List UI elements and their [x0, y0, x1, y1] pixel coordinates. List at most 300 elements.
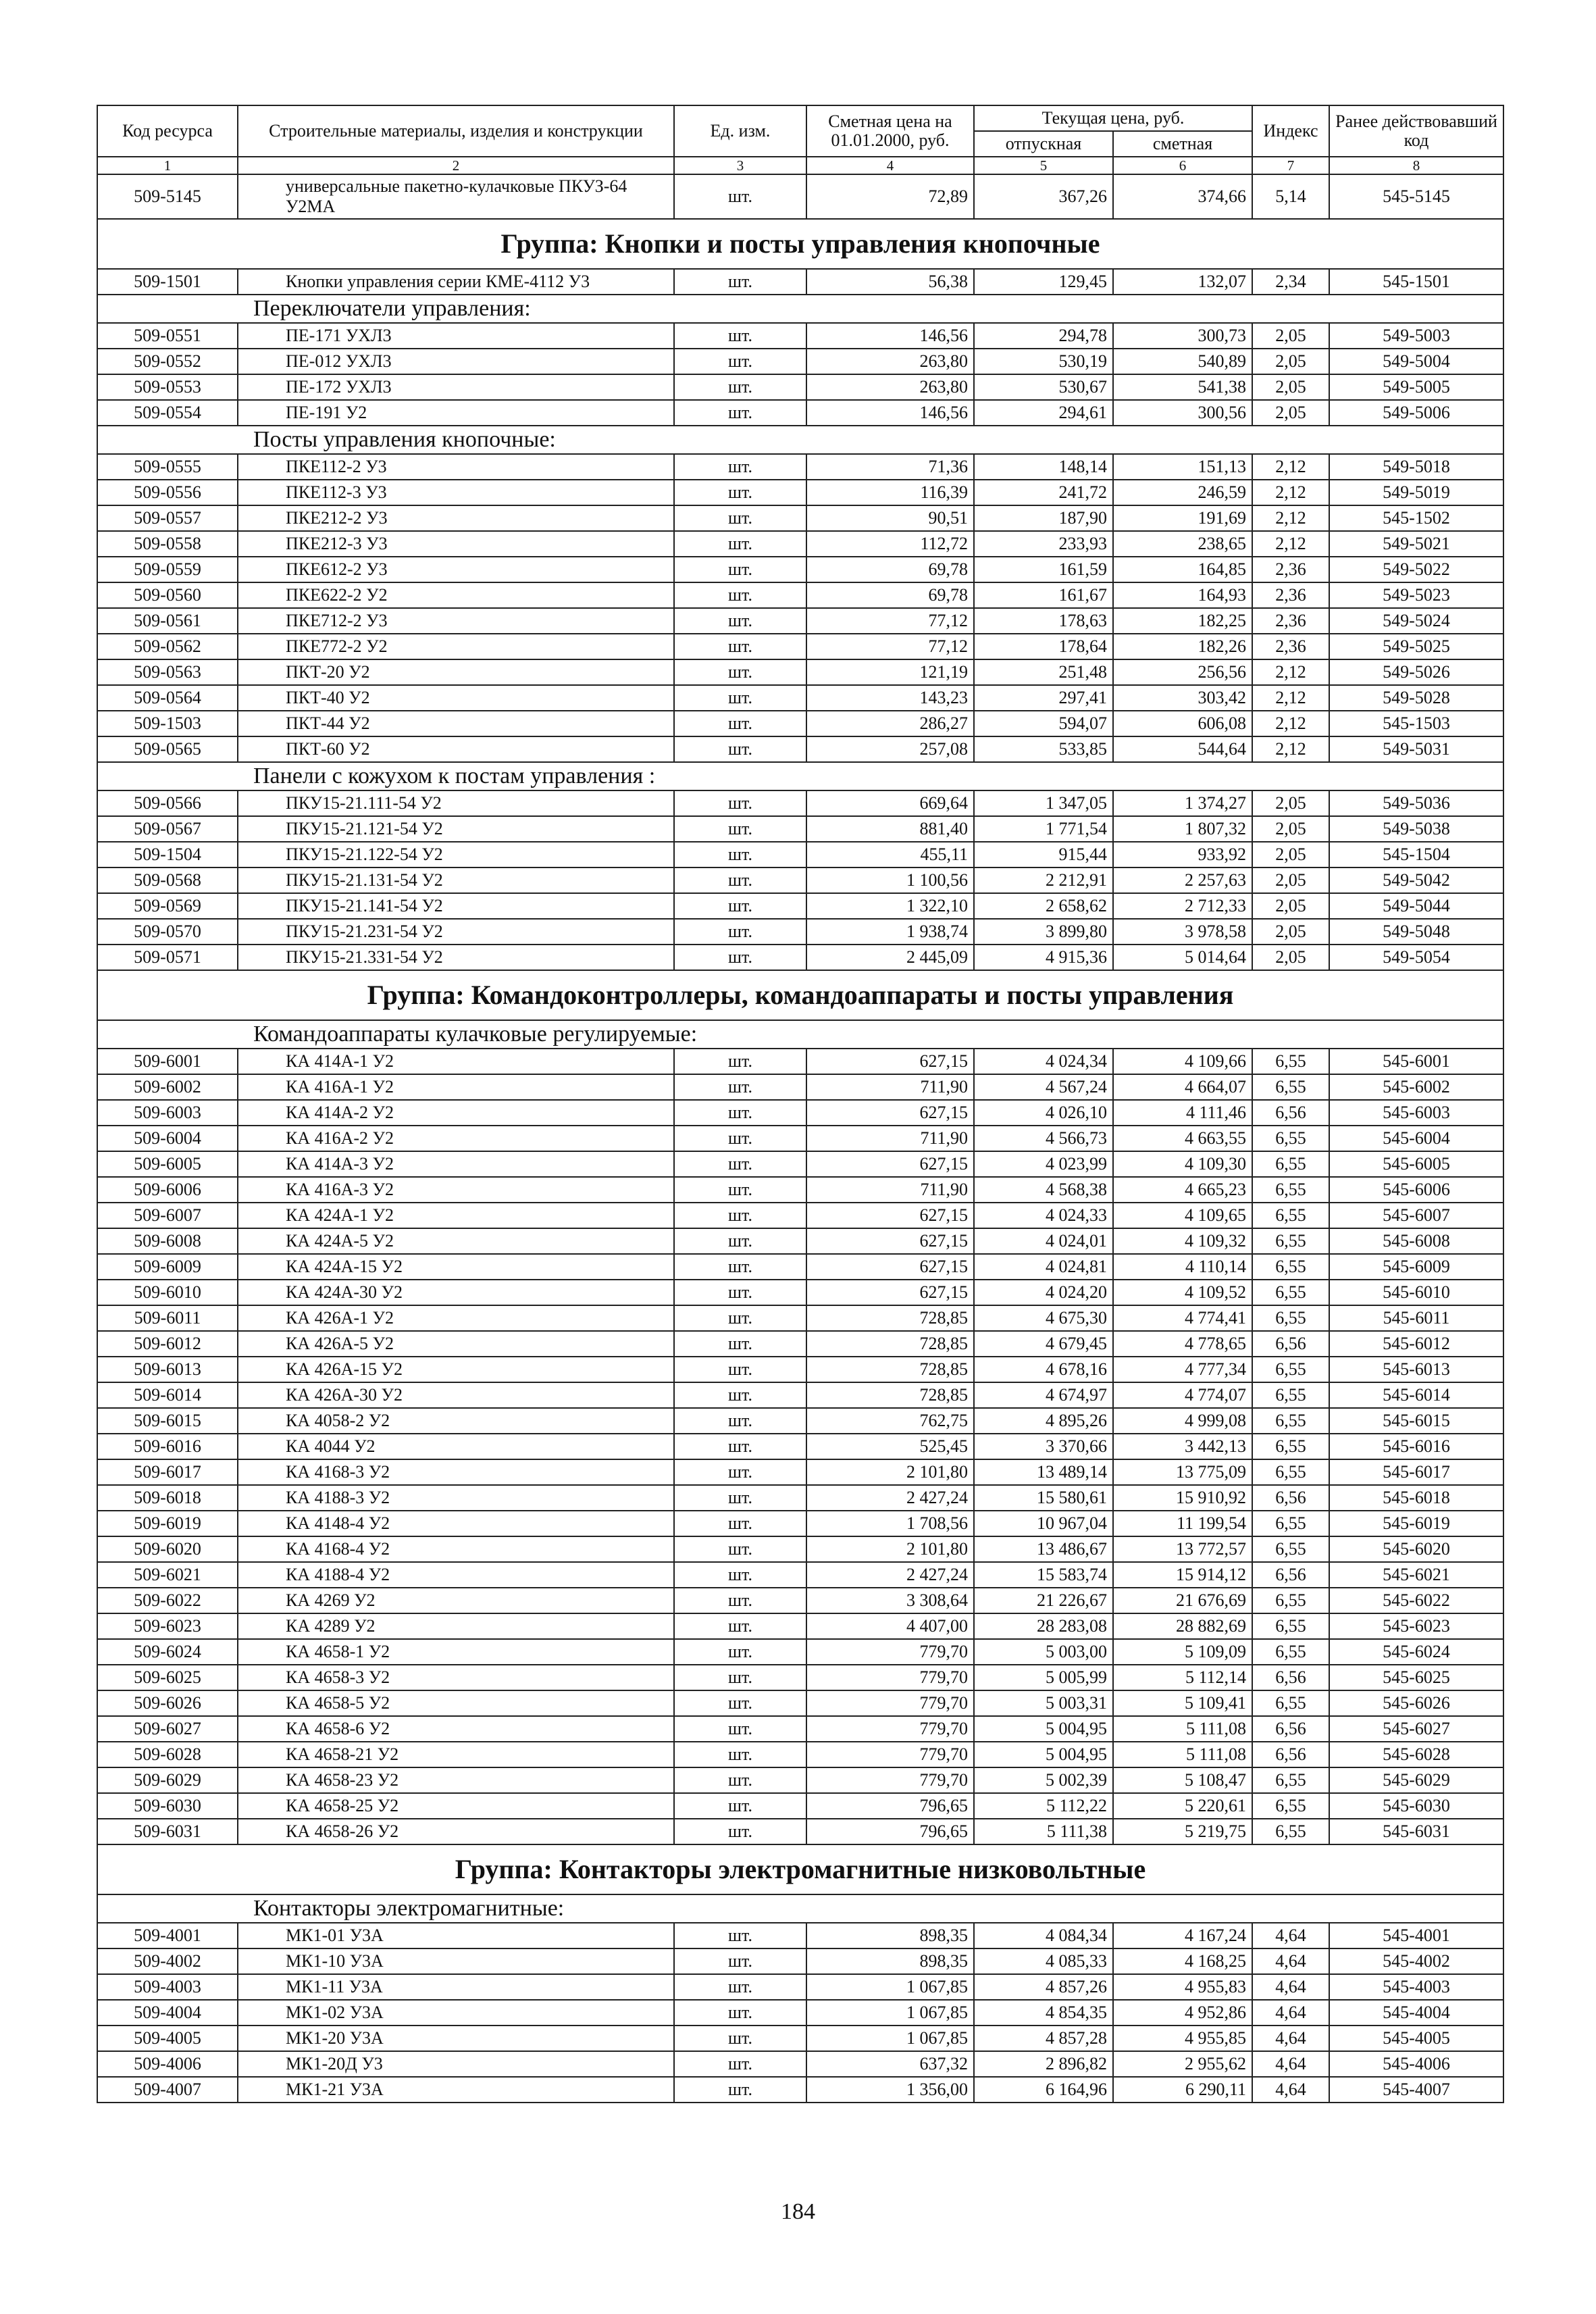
material-name-cell: КА 4168-3 У2 [238, 1459, 674, 1485]
subgroup-heading: Панели с кожухом к постам управления : [97, 762, 1503, 790]
resource-code-cell: 509-0568 [97, 867, 238, 893]
subgroup-heading-row [97, 1020, 1503, 1049]
base-price-cell: 779,70 [806, 1767, 974, 1793]
unit-cell: шт. [674, 1382, 806, 1408]
index-cell: 6,55 [1252, 1382, 1329, 1408]
material-name-cell: КА 4188-4 У2 [238, 1562, 674, 1588]
index-cell: 6,56 [1252, 1665, 1329, 1690]
table-row [97, 557, 1503, 582]
index-cell: 2,12 [1252, 659, 1329, 685]
release-price-cell: 4 084,34 [974, 1923, 1113, 1948]
old-code-cell: 545-1504 [1329, 842, 1503, 867]
estimate-price-cell: 5 220,61 [1113, 1793, 1252, 1819]
unit-cell: шт. [674, 2026, 806, 2051]
estimate-price-cell: 4 665,23 [1113, 1177, 1252, 1203]
index-cell: 2,12 [1252, 711, 1329, 736]
release-price-cell: 4 024,81 [974, 1254, 1113, 1280]
header-code: Код ресурса [97, 105, 238, 157]
resource-code-cell: 509-0567 [97, 816, 238, 842]
unit-cell: шт. [674, 1459, 806, 1485]
release-price-cell: 530,67 [974, 374, 1113, 400]
release-price-cell: 367,26 [974, 174, 1113, 219]
index-cell: 2,12 [1252, 531, 1329, 557]
resource-code-cell: 509-1504 [97, 842, 238, 867]
resource-code-cell: 509-6026 [97, 1690, 238, 1716]
material-name-cell: ПКУ15-21.122-54 У2 [238, 842, 674, 867]
release-price-cell: 4 857,28 [974, 2026, 1113, 2051]
unit-cell: шт. [674, 1331, 806, 1357]
old-code-cell: 549-5004 [1329, 349, 1503, 374]
unit-cell: шт. [674, 400, 806, 426]
table-row [97, 1357, 1503, 1382]
subgroup-heading-row [97, 426, 1503, 454]
resource-code-cell: 509-0552 [97, 349, 238, 374]
old-code-cell: 549-5005 [1329, 374, 1503, 400]
resource-code-cell: 509-6020 [97, 1536, 238, 1562]
resource-code-cell: 509-6003 [97, 1100, 238, 1126]
release-price-cell: 4 024,34 [974, 1049, 1113, 1074]
table-row [97, 1588, 1503, 1613]
group-heading: Группа: Кнопки и посты управления кнопочные [97, 219, 1503, 269]
index-cell: 6,55 [1252, 1793, 1329, 1819]
estimate-price-cell: 4 999,08 [1113, 1408, 1252, 1434]
old-code-cell: 549-5018 [1329, 454, 1503, 480]
subgroup-heading: Посты управления кнопочные: [97, 426, 1503, 454]
base-price-cell: 711,90 [806, 1074, 974, 1100]
subgroup-heading-row [97, 295, 1503, 323]
unit-cell: шт. [674, 919, 806, 945]
index-cell: 6,55 [1252, 1049, 1329, 1074]
base-price-cell: 728,85 [806, 1357, 974, 1382]
unit-cell: шт. [674, 1074, 806, 1100]
estimate-price-cell: 15 910,92 [1113, 1485, 1252, 1511]
index-cell: 6,55 [1252, 1588, 1329, 1613]
material-name-cell: ПКТ-40 У2 [238, 685, 674, 711]
release-price-cell: 294,78 [974, 323, 1113, 349]
material-name-cell: МК1-02 У3А [238, 2000, 674, 2026]
resource-code-cell: 509-6002 [97, 1074, 238, 1100]
material-name-cell: КА 424А-1 У2 [238, 1203, 674, 1228]
table-row [97, 659, 1503, 685]
column-number: 3 [674, 157, 806, 174]
estimate-price-cell: 256,56 [1113, 659, 1252, 685]
estimate-price-cell: 4 663,55 [1113, 1126, 1252, 1151]
unit-cell: шт. [674, 1254, 806, 1280]
base-price-cell: 263,80 [806, 374, 974, 400]
resource-code-cell: 509-1503 [97, 711, 238, 736]
old-code-cell: 549-5054 [1329, 945, 1503, 970]
unit-cell: шт. [674, 1100, 806, 1126]
estimate-price-cell: 606,08 [1113, 711, 1252, 736]
base-price-cell: 3 308,64 [806, 1588, 974, 1613]
estimate-price-cell: 4 109,32 [1113, 1228, 1252, 1254]
index-cell: 2,05 [1252, 816, 1329, 842]
header-name: Строительные материалы, изделия и конструкции [238, 105, 674, 157]
unit-cell: шт. [674, 945, 806, 970]
old-code-cell: 549-5044 [1329, 893, 1503, 919]
release-price-cell: 297,41 [974, 685, 1113, 711]
group-heading-row [97, 1844, 1503, 1894]
release-price-cell: 4 678,16 [974, 1357, 1113, 1382]
release-price-cell: 241,72 [974, 480, 1113, 505]
estimate-price-cell: 5 111,08 [1113, 1716, 1252, 1742]
resource-code-cell: 509-0559 [97, 557, 238, 582]
base-price-cell: 779,70 [806, 1716, 974, 1742]
index-cell: 2,12 [1252, 685, 1329, 711]
base-price-cell: 455,11 [806, 842, 974, 867]
old-code-cell: 549-5023 [1329, 582, 1503, 608]
material-name-cell: КА 414А-2 У2 [238, 1100, 674, 1126]
table-row [97, 400, 1503, 426]
resource-code-cell: 509-0557 [97, 505, 238, 531]
estimate-price-cell: 164,85 [1113, 557, 1252, 582]
estimate-price-cell: 544,64 [1113, 736, 1252, 762]
base-price-cell: 56,38 [806, 269, 974, 295]
index-cell: 6,55 [1252, 1690, 1329, 1716]
material-name-cell: ПКТ-20 У2 [238, 659, 674, 685]
estimate-price-cell: 374,66 [1113, 174, 1252, 219]
table-row [97, 531, 1503, 557]
index-cell: 6,55 [1252, 1511, 1329, 1536]
index-cell: 6,55 [1252, 1819, 1329, 1844]
index-cell: 4,64 [1252, 1974, 1329, 2000]
table-row [97, 1305, 1503, 1331]
header-base-price: Сметная цена на 01.01.2000, руб. [806, 105, 974, 157]
base-price-cell: 627,15 [806, 1254, 974, 1280]
base-price-cell: 1 067,85 [806, 1974, 974, 2000]
release-price-cell: 4 024,20 [974, 1280, 1113, 1305]
resource-code-cell: 509-4003 [97, 1974, 238, 2000]
subgroup-heading: Командоаппараты кулачковые регулируемые: [97, 1020, 1503, 1049]
estimate-price-cell: 2 712,33 [1113, 893, 1252, 919]
estimate-price-cell: 182,25 [1113, 608, 1252, 634]
resource-code-cell: 509-6013 [97, 1357, 238, 1382]
estimate-price-cell: 4 109,30 [1113, 1151, 1252, 1177]
material-name-cell: КА 416А-1 У2 [238, 1074, 674, 1100]
table-row [97, 1639, 1503, 1665]
old-code-cell: 549-5038 [1329, 816, 1503, 842]
material-name-cell: КА 4148-4 У2 [238, 1511, 674, 1536]
material-name-cell: КА 4658-23 У2 [238, 1767, 674, 1793]
base-price-cell: 263,80 [806, 349, 974, 374]
group-heading: Группа: Контакторы электромагнитные низковольтные [97, 1844, 1503, 1894]
resource-code-cell: 509-6014 [97, 1382, 238, 1408]
column-number: 4 [806, 157, 974, 174]
table-row [97, 893, 1503, 919]
table-row [97, 1254, 1503, 1280]
column-number: 8 [1329, 157, 1503, 174]
estimate-price-cell: 2 955,62 [1113, 2051, 1252, 2077]
release-price-cell: 915,44 [974, 842, 1113, 867]
resource-code-cell: 509-6019 [97, 1511, 238, 1536]
unit-cell: шт. [674, 1562, 806, 1588]
price-table [97, 105, 1504, 2103]
base-price-cell: 796,65 [806, 1793, 974, 1819]
resource-code-cell: 509-6030 [97, 1793, 238, 1819]
table-row [97, 1408, 1503, 1434]
resource-code-cell: 509-6001 [97, 1049, 238, 1074]
material-name-cell: КА 4269 У2 [238, 1588, 674, 1613]
estimate-price-cell: 5 219,75 [1113, 1819, 1252, 1844]
release-price-cell: 4 023,99 [974, 1151, 1113, 1177]
resource-code-cell: 509-6018 [97, 1485, 238, 1511]
base-price-cell: 121,19 [806, 659, 974, 685]
base-price-cell: 71,36 [806, 454, 974, 480]
base-price-cell: 116,39 [806, 480, 974, 505]
release-price-cell: 2 896,82 [974, 2051, 1113, 2077]
release-price-cell: 1 771,54 [974, 816, 1113, 842]
material-name-cell: КА 4058-2 У2 [238, 1408, 674, 1434]
unit-cell: шт. [674, 174, 806, 219]
material-name-cell: КА 4658-3 У2 [238, 1665, 674, 1690]
old-code-cell: 545-6028 [1329, 1742, 1503, 1767]
unit-cell: шт. [674, 1203, 806, 1228]
estimate-price-cell: 4 168,25 [1113, 1948, 1252, 1974]
index-cell: 6,55 [1252, 1126, 1329, 1151]
old-code-cell: 545-6029 [1329, 1767, 1503, 1793]
resource-code-cell: 509-6017 [97, 1459, 238, 1485]
estimate-price-cell: 164,93 [1113, 582, 1252, 608]
table-row [97, 1690, 1503, 1716]
resource-code-cell: 509-6029 [97, 1767, 238, 1793]
release-price-cell: 3 899,80 [974, 919, 1113, 945]
old-code-cell: 545-1503 [1329, 711, 1503, 736]
table-row [97, 1049, 1503, 1074]
unit-cell: шт. [674, 736, 806, 762]
resource-code-cell: 509-6011 [97, 1305, 238, 1331]
group-heading-row [97, 219, 1503, 269]
release-price-cell: 148,14 [974, 454, 1113, 480]
unit-cell: шт. [674, 1357, 806, 1382]
estimate-price-cell: 4 774,41 [1113, 1305, 1252, 1331]
material-name-cell: КА 426А-5 У2 [238, 1331, 674, 1357]
base-price-cell: 627,15 [806, 1203, 974, 1228]
estimate-price-cell: 5 108,47 [1113, 1767, 1252, 1793]
estimate-price-cell: 182,26 [1113, 634, 1252, 659]
table-row [97, 1151, 1503, 1177]
old-code-cell: 549-5031 [1329, 736, 1503, 762]
estimate-price-cell: 132,07 [1113, 269, 1252, 295]
estimate-price-cell: 5 109,09 [1113, 1639, 1252, 1665]
table-row [97, 1331, 1503, 1357]
release-price-cell: 594,07 [974, 711, 1113, 736]
table-row [97, 736, 1503, 762]
estimate-price-cell: 3 978,58 [1113, 919, 1252, 945]
resource-code-cell: 509-0554 [97, 400, 238, 426]
material-name-cell: Кнопки управления серии КМЕ-4112 У3 [238, 269, 674, 295]
resource-code-cell: 509-6004 [97, 1126, 238, 1151]
old-code-cell: 545-6001 [1329, 1049, 1503, 1074]
estimate-price-cell: 4 111,46 [1113, 1100, 1252, 1126]
base-price-cell: 77,12 [806, 608, 974, 634]
resource-code-cell: 509-6010 [97, 1280, 238, 1305]
group-heading-row [97, 970, 1503, 1020]
estimate-price-cell: 2 257,63 [1113, 867, 1252, 893]
table-row [97, 1100, 1503, 1126]
estimate-price-cell: 4 109,52 [1113, 1280, 1252, 1305]
table-row [97, 454, 1503, 480]
release-price-cell: 10 967,04 [974, 1511, 1113, 1536]
resource-code-cell: 509-6006 [97, 1177, 238, 1203]
material-name-cell: КА 4658-21 У2 [238, 1742, 674, 1767]
base-price-cell: 1 322,10 [806, 893, 974, 919]
old-code-cell: 545-6003 [1329, 1100, 1503, 1126]
old-code-cell: 545-6007 [1329, 1203, 1503, 1228]
old-code-cell: 545-6027 [1329, 1716, 1503, 1742]
base-price-cell: 1 708,56 [806, 1511, 974, 1536]
table-row [97, 480, 1503, 505]
estimate-price-cell: 5 111,08 [1113, 1742, 1252, 1767]
base-price-cell: 779,70 [806, 1665, 974, 1690]
material-name-cell: ПКУ15-21.131-54 У2 [238, 867, 674, 893]
table-row [97, 174, 1503, 219]
index-cell: 6,56 [1252, 1716, 1329, 1742]
resource-code-cell: 509-6009 [97, 1254, 238, 1280]
old-code-cell: 545-4007 [1329, 2077, 1503, 2103]
release-price-cell: 178,64 [974, 634, 1113, 659]
unit-cell: шт. [674, 1665, 806, 1690]
table-row [97, 1767, 1503, 1793]
estimate-price-cell: 1 807,32 [1113, 816, 1252, 842]
base-price-cell: 728,85 [806, 1305, 974, 1331]
old-code-cell: 545-6030 [1329, 1793, 1503, 1819]
table-row [97, 1716, 1503, 1742]
estimate-price-cell: 4 774,07 [1113, 1382, 1252, 1408]
index-cell: 4,64 [1252, 2051, 1329, 2077]
old-code-cell: 549-5024 [1329, 608, 1503, 634]
table-row [97, 945, 1503, 970]
table-row [97, 1948, 1503, 1974]
estimate-price-cell: 300,73 [1113, 323, 1252, 349]
release-price-cell: 4 026,10 [974, 1100, 1113, 1126]
index-cell: 6,55 [1252, 1767, 1329, 1793]
unit-cell: шт. [674, 582, 806, 608]
table-row [97, 816, 1503, 842]
resource-code-cell: 509-5145 [97, 174, 238, 219]
release-price-cell: 5 003,00 [974, 1639, 1113, 1665]
old-code-cell: 545-6006 [1329, 1177, 1503, 1203]
header-index: Индекс [1252, 105, 1329, 157]
release-price-cell: 5 112,22 [974, 1793, 1113, 1819]
material-name-cell: ПЕ-012 УХЛ3 [238, 349, 674, 374]
index-cell: 2,36 [1252, 557, 1329, 582]
table-row [97, 790, 1503, 816]
old-code-cell: 545-1502 [1329, 505, 1503, 531]
index-cell: 2,36 [1252, 582, 1329, 608]
old-code-cell: 545-6025 [1329, 1665, 1503, 1690]
base-price-cell: 898,35 [806, 1923, 974, 1948]
material-name-cell: КА 424А-30 У2 [238, 1280, 674, 1305]
material-name-cell: ПКУ15-21.231-54 У2 [238, 919, 674, 945]
old-code-cell: 549-5003 [1329, 323, 1503, 349]
old-code-cell: 545-6022 [1329, 1588, 1503, 1613]
table-row [97, 269, 1503, 295]
index-cell: 6,55 [1252, 1357, 1329, 1382]
base-price-cell: 728,85 [806, 1382, 974, 1408]
resource-code-cell: 509-0563 [97, 659, 238, 685]
release-price-cell: 4 024,01 [974, 1228, 1113, 1254]
old-code-cell: 549-5036 [1329, 790, 1503, 816]
unit-cell: шт. [674, 1305, 806, 1331]
material-name-cell: МК1-11 У3А [238, 1974, 674, 2000]
estimate-price-cell: 541,38 [1113, 374, 1252, 400]
resource-code-cell: 509-1501 [97, 269, 238, 295]
material-name-cell: ПКЕ212-3 У3 [238, 531, 674, 557]
unit-cell: шт. [674, 816, 806, 842]
resource-code-cell: 509-0556 [97, 480, 238, 505]
unit-cell: шт. [674, 1639, 806, 1665]
resource-code-cell: 509-0566 [97, 790, 238, 816]
old-code-cell: 545-6011 [1329, 1305, 1503, 1331]
release-price-cell: 4 857,26 [974, 1974, 1113, 2000]
material-name-cell: ПКЕ622-2 У2 [238, 582, 674, 608]
old-code-cell: 545-6019 [1329, 1511, 1503, 1536]
material-name-cell: КА 414А-1 У2 [238, 1049, 674, 1074]
index-cell: 6,55 [1252, 1613, 1329, 1639]
release-price-cell: 4 854,35 [974, 2000, 1113, 2026]
base-price-cell: 728,85 [806, 1331, 974, 1357]
subgroup-heading: Контакторы электромагнитные: [97, 1894, 1503, 1923]
resource-code-cell: 509-6022 [97, 1588, 238, 1613]
index-cell: 5,14 [1252, 174, 1329, 219]
old-code-cell: 549-5022 [1329, 557, 1503, 582]
unit-cell: шт. [674, 1049, 806, 1074]
material-name-cell: КА 416А-3 У2 [238, 1177, 674, 1203]
estimate-price-cell: 303,42 [1113, 685, 1252, 711]
column-number: 1 [97, 157, 238, 174]
release-price-cell: 4 895,26 [974, 1408, 1113, 1434]
material-name-cell: КА 4658-25 У2 [238, 1793, 674, 1819]
release-price-cell: 4 566,73 [974, 1126, 1113, 1151]
release-price-cell: 5 005,99 [974, 1665, 1113, 1690]
resource-code-cell: 509-4001 [97, 1923, 238, 1948]
old-code-cell: 549-5048 [1329, 919, 1503, 945]
base-price-cell: 112,72 [806, 531, 974, 557]
subgroup-heading-row [97, 1894, 1503, 1923]
subgroup-heading-row [97, 762, 1503, 790]
index-cell: 6,56 [1252, 1331, 1329, 1357]
material-name-cell: КА 424А-15 У2 [238, 1254, 674, 1280]
material-name-cell: ПКТ-60 У2 [238, 736, 674, 762]
release-price-cell: 533,85 [974, 736, 1113, 762]
index-cell: 6,56 [1252, 1100, 1329, 1126]
resource-code-cell: 509-0560 [97, 582, 238, 608]
material-name-cell: КА 4188-3 У2 [238, 1485, 674, 1511]
material-name-cell: КА 414А-3 У2 [238, 1151, 674, 1177]
release-price-cell: 15 583,74 [974, 1562, 1113, 1588]
unit-cell: шт. [674, 1434, 806, 1459]
index-cell: 2,05 [1252, 893, 1329, 919]
resource-code-cell: 509-4006 [97, 2051, 238, 2077]
material-name-cell: ПКУ15-21.141-54 У2 [238, 893, 674, 919]
unit-cell: шт. [674, 867, 806, 893]
unit-cell: шт. [674, 269, 806, 295]
estimate-price-cell: 28 882,69 [1113, 1613, 1252, 1639]
base-price-cell: 146,56 [806, 400, 974, 426]
base-price-cell: 779,70 [806, 1690, 974, 1716]
resource-code-cell: 509-4004 [97, 2000, 238, 2026]
base-price-cell: 627,15 [806, 1151, 974, 1177]
table-row [97, 1074, 1503, 1100]
table-row [97, 1382, 1503, 1408]
material-name-cell: КА 4658-26 У2 [238, 1819, 674, 1844]
estimate-price-cell: 4 955,83 [1113, 1974, 1252, 2000]
base-price-cell: 1 356,00 [806, 2077, 974, 2103]
unit-cell: шт. [674, 1485, 806, 1511]
unit-cell: шт. [674, 1408, 806, 1434]
header-current-price: Текущая цена, руб. [974, 105, 1252, 131]
index-cell: 6,56 [1252, 1562, 1329, 1588]
